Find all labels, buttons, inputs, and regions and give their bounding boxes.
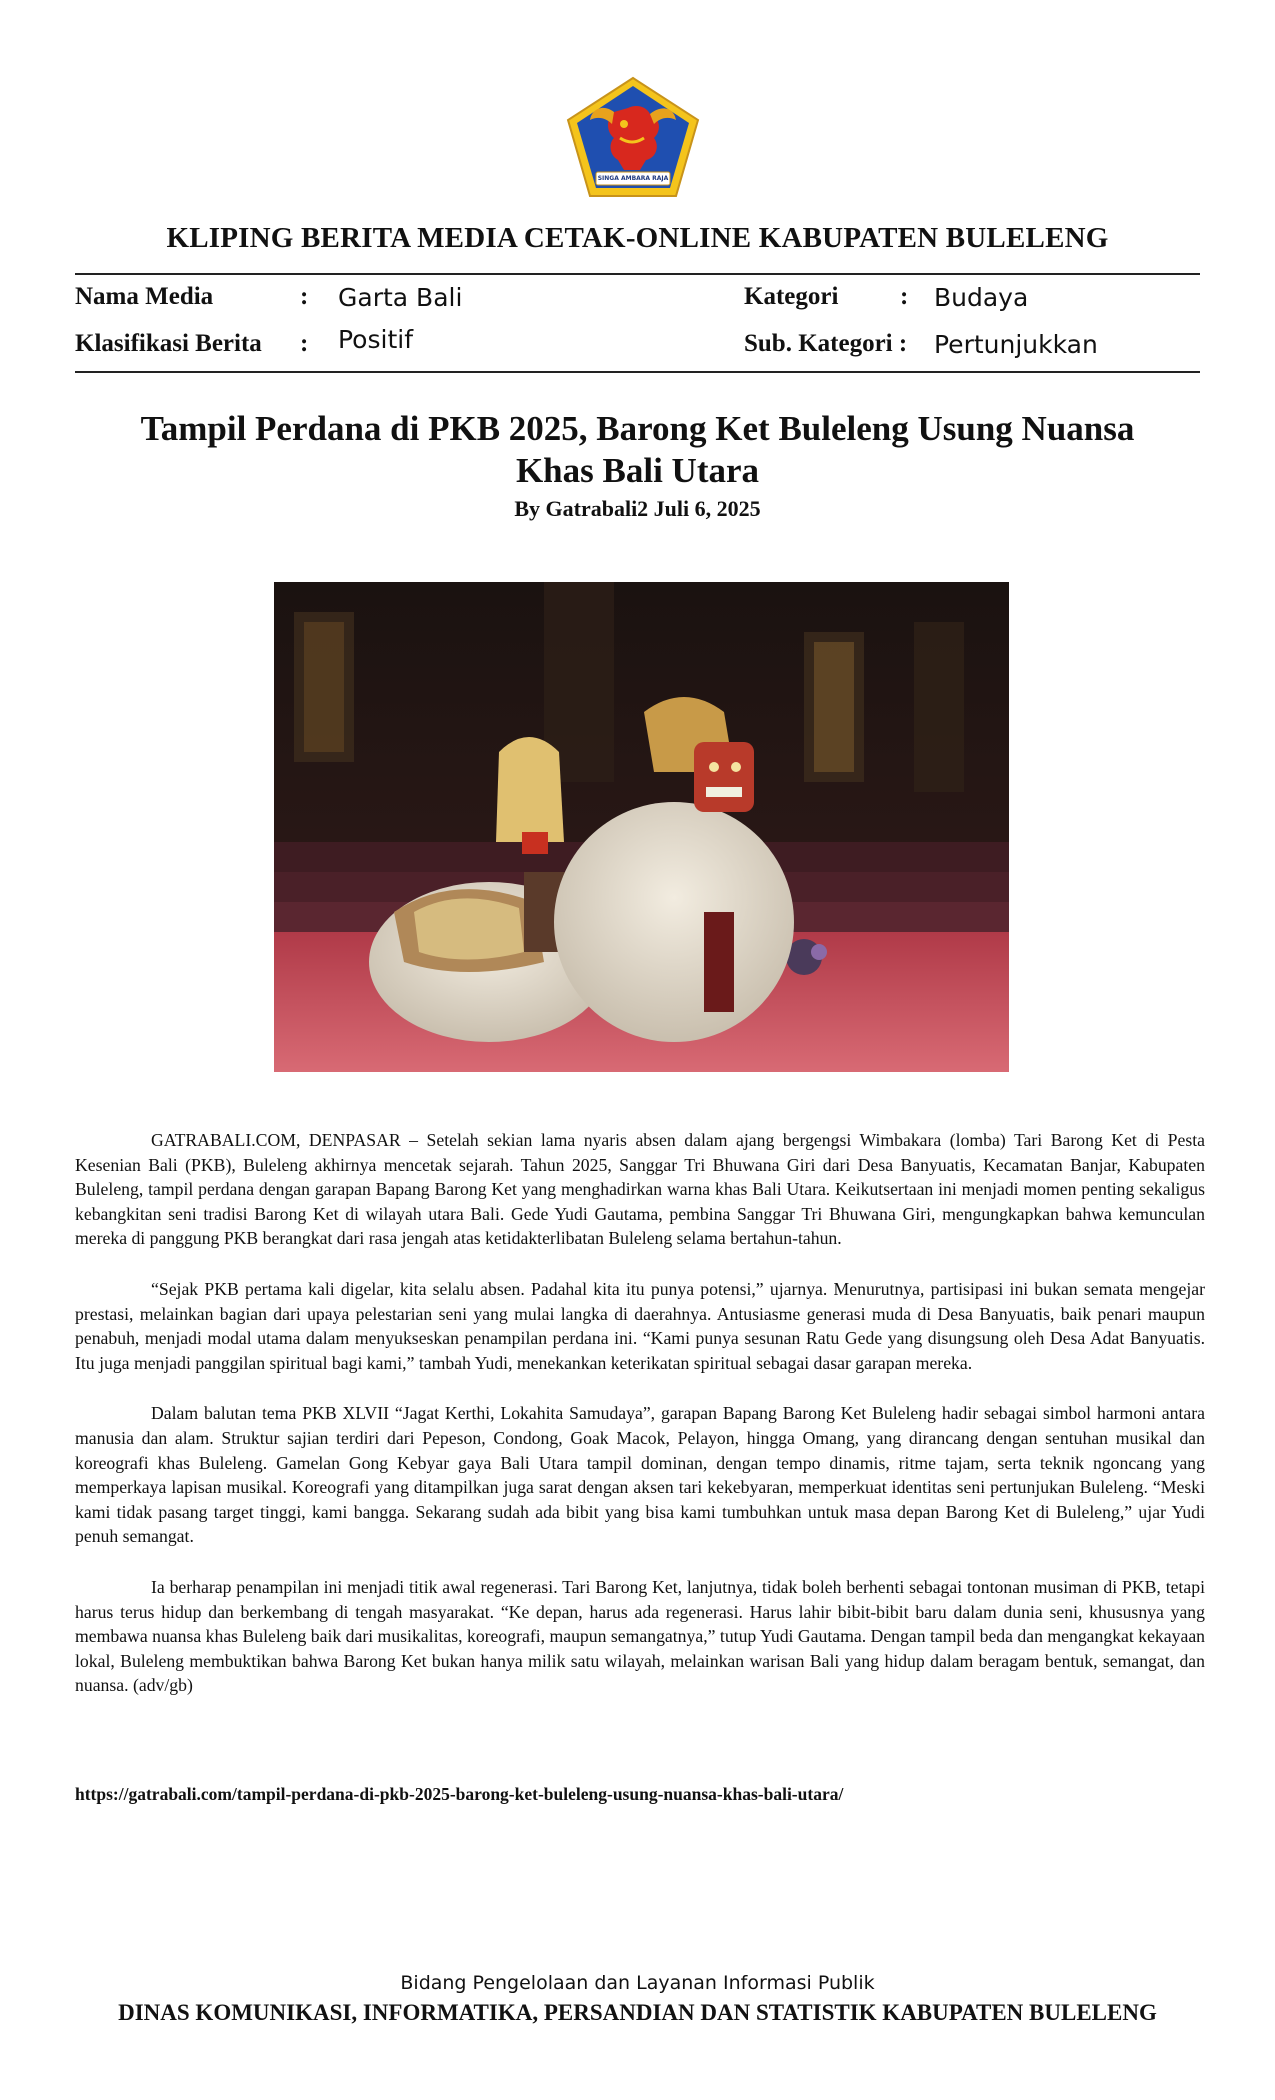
article-paragraph-2: “Sejak PKB pertama kali digelar, kita selalu absen. Padahal kita itu punya potensi,” ujarnya. Menurutnya, partisipasi ini bukan semata mengejar prestasi, melainkan bagian dari upaya pelestarian seni yang mulai langka di daerahnya. Antusiasme generasi muda di Desa Banyuatis, baik penari maupun penabuh, menjadi modal utama dalam menyukseskan penampilan perdana ini. “Kami punya sesunan Ratu Gede yang disungsung oleh Desa Adat Banyuatis. Itu juga menjadi panggilan spiritual bagi kami,” tambah Yudi, menekankan keterikatan spiritual sebagai dasar garapan mereka.	[75, 1278, 1205, 1373]
media-colon: :	[300, 283, 309, 310]
source-link[interactable]: https://gatrabali.com/tampil-perdana-di-pkb-2025-barong-ket-buleleng-usung-nuansa-khas-bali-utara/	[75, 1784, 844, 1804]
classification-colon: :	[300, 330, 309, 357]
logo-motto: SINGA AMBARA RAJA	[597, 175, 669, 182]
category-label: Kategori	[744, 283, 839, 310]
subcategory-label: Sub. Kategori :	[744, 330, 908, 357]
media-value: Garta Bali	[338, 283, 463, 312]
media-label: Nama Media	[75, 283, 214, 310]
header-divider-top	[75, 273, 1200, 275]
header-divider-bottom	[75, 371, 1200, 373]
article-paragraph-4: Ia berharap penampilan ini menjadi titik awal regenerasi. Tari Barong Ket, lanjutnya, tidak boleh berhenti sebagai tontonan musiman di PKB, tetapi harus terus hidup dan berkembang di tengah masyarakat. “Ke depan, harus ada regenerasi. Harus lahir bibit-bibit baru dalam dunia seni, khususnya yang membawa nuansa khas Buleleng baik dari musikalitas, koreografi, maupun semangatnya,” tutup Yudi Gautama. Dengan tampil beda dan mengangkat kekayaan lokal, Buleleng membuktikan bahwa Barong Ket bukan hanya milik satu wilayah, melainkan warisan Bali yang hidup dalam beragam bentuk, semangat, dan nuansa. (adv/gb)	[75, 1576, 1206, 1696]
barong-performance-photo	[274, 582, 1009, 1072]
category-value: Budaya	[934, 283, 1029, 312]
classification-label: Klasifikasi Berita	[75, 330, 262, 357]
regency-logo	[562, 74, 704, 202]
footer-agency: DINAS KOMUNIKASI, INFORMATIKA, PERSANDIAN DAN STATISTIK KABUPATEN BULELENG	[118, 2000, 1157, 2025]
subcategory-value: Pertunjukkan	[934, 330, 1098, 359]
article-body	[75, 1128, 1205, 1724]
article-paragraph-3: Dalam balutan tema PKB XLVII “Jagat Kerthi, Lokahita Samudaya”, garapan Bapang Barong Ket Buleleng hadir sebagai simbol harmoni antara manusia dan alam. Struktur sajian terdiri dari Pepeson, Condong, Goak Macok, Pelayon, hingga Omang, yang dirancang dengan sentuhan musikal dan koreografi khas Buleleng. Gamelan Gong Kebyar gaya Bali Utara tampil dominan, dengan tempo dinamis, ritme tajam, serta teknik ngoncang yang memperkaya lapisan musikal. Koreografi yang ditampilkan juga sarat dengan aksen tari kekebyaran, memperkuat identitas seni pertunjukan Buleleng. “Meski kami tidak pasang target tinggi, kami bangga. Sekarang sudah ada bibit yang bisa kami tumbuhkan untuk masa depan Barong Ket di Buleleng,” ujar Yudi penuh semangat.	[75, 1403, 1205, 1547]
document-title: KLIPING BERITA MEDIA CETAK-ONLINE KABUPATEN BULELENG	[166, 222, 1109, 254]
article-byline: By Gatrabali2 Juli 6, 2025	[514, 496, 761, 521]
footer-division: Bidang Pengelolaan dan Layanan Informasi Publik	[400, 1972, 875, 1994]
article-paragraph-1: GATRABALI.COM, DENPASAR – Setelah sekian lama nyaris absen dalam ajang bergengsi Wimbakara (lomba) Tari Barong Ket di Pesta Kesenian Bali (PKB), Buleleng akhirnya mencetak sejarah. Tahun 2025, Sanggar Tri Bhuwana Giri dari Desa Banyuatis, Kecamatan Banjar, Kabupaten Buleleng, tampil perdana dengan garapan Bapang Barong Ket yang menghadirkan warna khas Bali Utara. Keikutsertaan ini menjadi momen penting sekaligus kebangkitan seni tradisi Barong Ket di wilayah utara Bali. Gede Yudi Gautama, pembina Sanggar Tri Bhuwana Giri, mengungkapkan bahwa kemunculan mereka di panggung PKB berangkat dari rasa jengah atas ketidakterlibatan Buleleng selama bertahun-tahun.	[75, 1130, 1205, 1249]
article-headline: Tampil Perdana di PKB 2025, Barong Ket Buleleng Usung Nuansa Khas Bali Utara	[140, 409, 1135, 490]
category-colon: :	[900, 283, 909, 310]
classification-value: Positif	[338, 325, 413, 354]
